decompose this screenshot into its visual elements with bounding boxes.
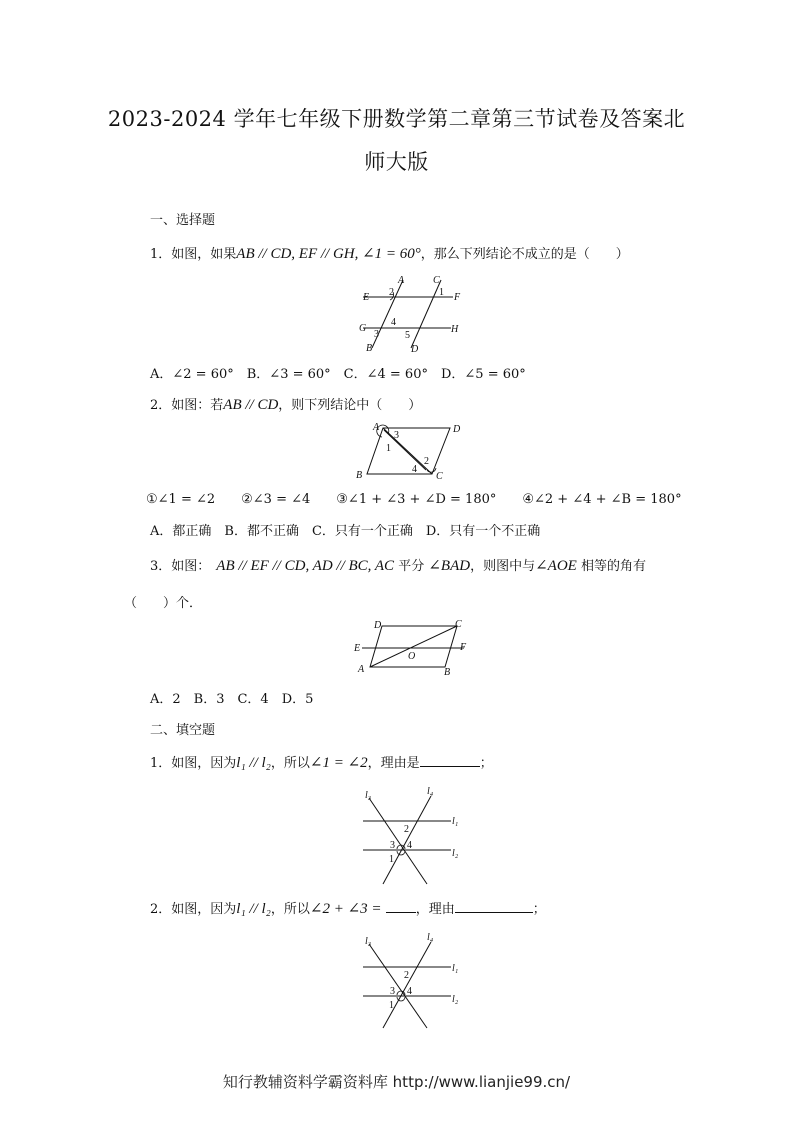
- fig1-label-B: B: [366, 343, 373, 354]
- section-fill-heading: 二、填空题: [150, 723, 216, 738]
- fig1-label-C: C: [433, 275, 440, 286]
- fig3-label-F: F: [460, 642, 467, 653]
- fig1-label-H: H: [451, 324, 459, 335]
- f2-reason-blank[interactable]: [455, 901, 533, 913]
- f1-label-l4: l₄: [427, 786, 434, 797]
- f1-math: l₁ // l₂: [236, 755, 271, 771]
- f2-mid: ，所以: [270, 902, 310, 917]
- page-title-line1: 2023-2024 学年七年级下册数学第二章第三节试卷及答案北: [107, 107, 686, 131]
- f1-label-l1: l₁: [452, 816, 459, 827]
- f1-label-l3: l₃: [365, 790, 372, 801]
- fig3-label-A: A: [358, 664, 365, 675]
- f1-figure: [355, 786, 470, 886]
- fig2-angle-1: 1: [386, 443, 391, 454]
- f1-math2: ∠1 = ∠2: [309, 755, 368, 771]
- fig3-label-B: B: [444, 667, 451, 676]
- f2-answer-blank[interactable]: [386, 901, 416, 913]
- q2-suffix: ，则下列结论中（ ）: [278, 398, 422, 413]
- q3-figure: [350, 616, 475, 676]
- fig1-angle-4: 4: [391, 317, 396, 328]
- f1-answer-blank[interactable]: [420, 755, 480, 767]
- f1-prefix: 1．如图，因为: [150, 756, 237, 771]
- f1-end: ；: [479, 756, 493, 771]
- fig2-angle-2: 2: [424, 456, 429, 467]
- q3-math: AB // EF // CD, AD // BC, AC: [216, 558, 395, 574]
- fig3-label-D: D: [374, 620, 382, 631]
- fig1-angle-3: 3: [374, 329, 379, 340]
- f2-end: ；: [532, 902, 546, 917]
- q1-suffix: ，那么下列结论不成立的是（ ）: [420, 247, 629, 262]
- q3-suffix: 相等的角有: [580, 559, 646, 574]
- q2-figure: [350, 418, 470, 482]
- f2-mid2: ，理由: [415, 902, 455, 917]
- f2-prefix: 2．如图，因为: [150, 902, 237, 917]
- q1-prefix: 1．如图，如果: [150, 247, 237, 262]
- question-3: [150, 555, 646, 575]
- f2-label-l1: l₁: [452, 963, 459, 974]
- fig1-label-A: A: [398, 275, 405, 286]
- f1-angle-3: 3: [390, 840, 395, 851]
- f2-angle-3: 3: [390, 986, 395, 997]
- q3-options: A．2 B．3 C．4 D．5: [150, 692, 314, 707]
- fig1-angle-2: 2: [389, 287, 394, 298]
- q2-prefix: 2．如图：若: [150, 398, 224, 413]
- fig2-label-B: B: [356, 470, 363, 481]
- f1-mid: ，所以: [270, 756, 310, 771]
- f1-angle-1: 1: [389, 854, 394, 865]
- q1-math: AB // CD, EF // GH, ∠1 = 60°: [236, 246, 421, 262]
- q2-statements: ①∠1 = ∠2 ②∠3 = ∠4 ③∠1 + ∠3 + ∠D = 180° ④∠2 + ∠4 + ∠B = 180°: [146, 492, 682, 507]
- page-title-line2: 师大版: [364, 150, 429, 174]
- f2-label-l2: l₂: [452, 994, 459, 1005]
- question-2: [150, 394, 421, 414]
- f2-angle-2: 2: [404, 970, 409, 981]
- f2-label-l4: l₄: [427, 932, 434, 943]
- fig3-label-E: E: [354, 643, 361, 654]
- page-footer: 知行教辅资料学霸资料库 http://www.lianjie99.cn/: [222, 1073, 571, 1091]
- f1-angle-4: 4: [407, 840, 412, 851]
- fig1-angle-1: 1: [439, 287, 444, 298]
- q3-math2: ∠BAD: [428, 558, 471, 574]
- fig2-angle-3: 3: [394, 430, 399, 441]
- fig1-label-D: D: [411, 344, 419, 355]
- q1-figure: [355, 272, 465, 356]
- f1-suffix: ，理由是: [367, 756, 420, 771]
- f2-label-l3: l₃: [365, 936, 372, 947]
- q3-prefix: 3．如图：: [150, 559, 211, 574]
- fig2-label-A: A: [373, 422, 380, 433]
- fig1-label-F: F: [454, 292, 461, 303]
- f2-figure: [355, 930, 470, 1030]
- f2-math2: ∠2 + ∠3 =: [309, 901, 382, 917]
- fig2-angle-4: 4: [412, 464, 417, 475]
- q3-mid2: ，则图中与: [470, 559, 536, 574]
- f1-label-l2: l₂: [452, 848, 459, 859]
- q1-options: A．∠2 = 60° B．∠3 = 60° C．∠4 = 60° D．∠5 = 60°: [150, 367, 526, 382]
- fill-question-1: [150, 752, 493, 772]
- f2-angle-4: 4: [407, 986, 412, 997]
- q3-line2: （ ）个．: [124, 596, 203, 611]
- q2-math: AB // CD: [223, 397, 279, 413]
- fig3-label-O: O: [408, 651, 416, 662]
- fig3-label-C: C: [455, 619, 462, 630]
- f2-angle-1: 1: [389, 1000, 394, 1011]
- q3-mid: 平分: [398, 559, 425, 574]
- fig2-label-D: D: [453, 424, 461, 435]
- section-choice-heading: 一、选择题: [150, 213, 216, 228]
- fig1-label-E: E: [363, 292, 370, 303]
- q3-math3: ∠AOE: [535, 558, 577, 574]
- f1-angle-2: 2: [404, 824, 409, 835]
- fill-question-2: [150, 898, 546, 918]
- q2-options: A．都正确 B．都不正确 C．只有一个正确 D．只有一个不正确: [150, 524, 541, 539]
- f2-math: l₁ // l₂: [236, 901, 271, 917]
- fig2-label-C: C: [436, 471, 443, 482]
- question-1: [150, 243, 629, 263]
- fig1-label-G: G: [359, 323, 367, 334]
- fig1-angle-5: 5: [405, 330, 410, 341]
